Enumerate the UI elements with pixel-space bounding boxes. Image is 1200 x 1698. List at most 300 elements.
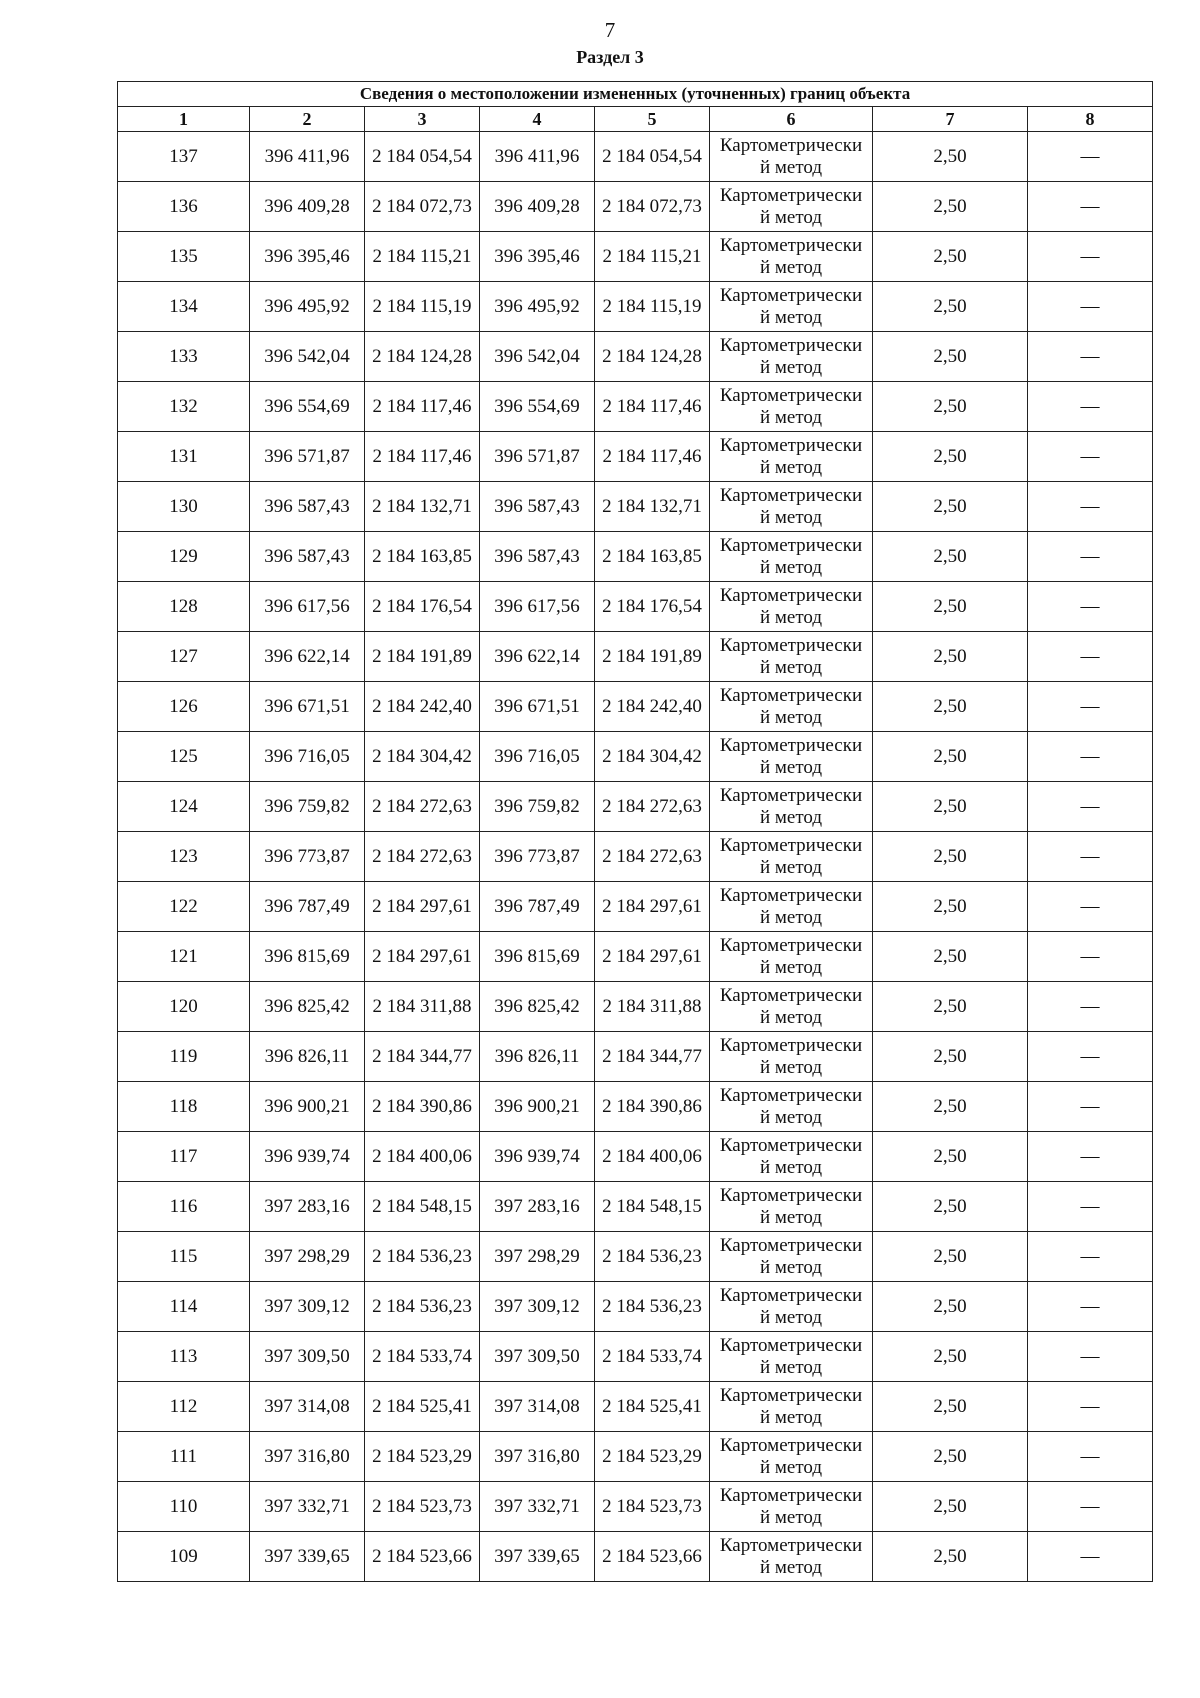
accuracy-cell: 2,50 xyxy=(873,532,1028,582)
existing-x-cell: 397 332,71 xyxy=(250,1482,365,1532)
existing-y-cell: 2 184 191,89 xyxy=(365,632,480,682)
refined-y-cell: 2 184 525,41 xyxy=(595,1382,710,1432)
accuracy-cell: 2,50 xyxy=(873,832,1028,882)
existing-y-cell: 2 184 297,61 xyxy=(365,932,480,982)
method-text-line: Картометрически xyxy=(719,934,863,956)
table-row xyxy=(118,1132,1153,1182)
point-number-cell: 125 xyxy=(118,732,250,782)
existing-y-cell: 2 184 536,23 xyxy=(365,1232,480,1282)
accuracy-cell: 2,50 xyxy=(873,382,1028,432)
existing-x-cell: 396 787,49 xyxy=(250,882,365,932)
refined-y-cell: 2 184 297,61 xyxy=(595,882,710,932)
note-cell: — xyxy=(1028,932,1153,982)
method-text-line: Картометрически xyxy=(719,384,863,406)
point-number-cell: 131 xyxy=(118,432,250,482)
boundary-coordinates-table xyxy=(117,81,1153,1582)
refined-y-cell: 2 184 533,74 xyxy=(595,1332,710,1382)
table-row xyxy=(118,1282,1153,1332)
method-cell xyxy=(710,732,873,782)
note-cell: — xyxy=(1028,632,1153,682)
table-row xyxy=(118,832,1153,882)
point-number-cell: 115 xyxy=(118,1232,250,1282)
existing-x-cell: 397 283,16 xyxy=(250,1182,365,1232)
method-text-line: Картометрически xyxy=(719,1484,863,1506)
accuracy-cell: 2,50 xyxy=(873,782,1028,832)
note-cell: — xyxy=(1028,882,1153,932)
page-number: 7 xyxy=(604,18,616,42)
refined-x-cell: 396 411,96 xyxy=(480,132,595,182)
method-text-line: Картометрически xyxy=(719,1534,863,1556)
method-text-line: й метод xyxy=(759,206,823,228)
existing-y-cell: 2 184 523,73 xyxy=(365,1482,480,1532)
refined-y-cell: 2 184 191,89 xyxy=(595,632,710,682)
refined-x-cell: 397 316,80 xyxy=(480,1432,595,1482)
refined-y-cell: 2 184 536,23 xyxy=(595,1232,710,1282)
existing-x-cell: 396 542,04 xyxy=(250,332,365,382)
table-row xyxy=(118,582,1153,632)
existing-x-cell: 396 587,43 xyxy=(250,482,365,532)
table-row xyxy=(118,1082,1153,1132)
column-number: 4 xyxy=(480,107,595,132)
table-row xyxy=(118,382,1153,432)
method-text-line: й метод xyxy=(759,556,823,578)
method-text-line: й метод xyxy=(759,1056,823,1078)
accuracy-cell: 2,50 xyxy=(873,1032,1028,1082)
method-text-line: й метод xyxy=(759,406,823,428)
point-number-cell: 135 xyxy=(118,232,250,282)
refined-x-cell: 396 395,46 xyxy=(480,232,595,282)
column-number: 7 xyxy=(873,107,1028,132)
existing-y-cell: 2 184 117,46 xyxy=(365,432,480,482)
refined-x-cell: 396 759,82 xyxy=(480,782,595,832)
method-cell xyxy=(710,432,873,482)
accuracy-cell: 2,50 xyxy=(873,732,1028,782)
table-row xyxy=(118,1232,1153,1282)
accuracy-cell: 2,50 xyxy=(873,1482,1028,1532)
accuracy-cell: 2,50 xyxy=(873,282,1028,332)
accuracy-cell: 2,50 xyxy=(873,232,1028,282)
refined-y-cell: 2 184 523,66 xyxy=(595,1532,710,1582)
column-number: 8 xyxy=(1028,107,1153,132)
table-row xyxy=(118,882,1153,932)
point-number-cell: 122 xyxy=(118,882,250,932)
refined-x-cell: 397 309,50 xyxy=(480,1332,595,1382)
accuracy-cell: 2,50 xyxy=(873,332,1028,382)
refined-y-cell: 2 184 115,21 xyxy=(595,232,710,282)
table-row xyxy=(118,232,1153,282)
method-text-line: Картометрически xyxy=(719,434,863,456)
method-text-line: Картометрически xyxy=(719,134,863,156)
table-row xyxy=(118,1382,1153,1432)
method-cell xyxy=(710,832,873,882)
method-text-line: Картометрически xyxy=(719,1234,863,1256)
existing-y-cell: 2 184 400,06 xyxy=(365,1132,480,1182)
note-cell: — xyxy=(1028,282,1153,332)
method-text-line: й метод xyxy=(759,1156,823,1178)
method-text-line: й метод xyxy=(759,1556,823,1578)
method-text-line: й метод xyxy=(759,906,823,928)
existing-x-cell: 397 316,80 xyxy=(250,1432,365,1482)
point-number-cell: 121 xyxy=(118,932,250,982)
table-row xyxy=(118,432,1153,482)
existing-x-cell: 396 900,21 xyxy=(250,1082,365,1132)
method-cell xyxy=(710,282,873,332)
table-row xyxy=(118,632,1153,682)
method-text-line: Картометрически xyxy=(719,584,863,606)
method-text-line: й метод xyxy=(759,306,823,328)
refined-y-cell: 2 184 163,85 xyxy=(595,532,710,582)
refined-y-cell: 2 184 297,61 xyxy=(595,932,710,982)
existing-x-cell: 397 309,12 xyxy=(250,1282,365,1332)
method-text-line: Картометрически xyxy=(719,284,863,306)
refined-x-cell: 396 787,49 xyxy=(480,882,595,932)
method-cell xyxy=(710,232,873,282)
method-text-line: Картометрически xyxy=(719,1384,863,1406)
method-text-line: й метод xyxy=(759,506,823,528)
note-cell: — xyxy=(1028,1332,1153,1382)
refined-x-cell: 396 815,69 xyxy=(480,932,595,982)
table-row xyxy=(118,482,1153,532)
method-cell xyxy=(710,182,873,232)
existing-y-cell: 2 184 054,54 xyxy=(365,132,480,182)
refined-y-cell: 2 184 124,28 xyxy=(595,332,710,382)
method-text-line: й метод xyxy=(759,956,823,978)
accuracy-cell: 2,50 xyxy=(873,182,1028,232)
existing-y-cell: 2 184 523,29 xyxy=(365,1432,480,1482)
point-number-cell: 114 xyxy=(118,1282,250,1332)
method-cell xyxy=(710,1282,873,1332)
refined-x-cell: 396 587,43 xyxy=(480,532,595,582)
method-text-line: й метод xyxy=(759,256,823,278)
accuracy-cell: 2,50 xyxy=(873,132,1028,182)
refined-x-cell: 397 332,71 xyxy=(480,1482,595,1532)
note-cell: — xyxy=(1028,1482,1153,1532)
method-cell xyxy=(710,382,873,432)
method-cell xyxy=(710,1082,873,1132)
refined-x-cell: 397 283,16 xyxy=(480,1182,595,1232)
method-text-line: й метод xyxy=(759,1356,823,1378)
method-text-line: Картометрически xyxy=(719,1084,863,1106)
existing-y-cell: 2 184 176,54 xyxy=(365,582,480,632)
point-number-cell: 116 xyxy=(118,1182,250,1232)
accuracy-cell: 2,50 xyxy=(873,1132,1028,1182)
method-text-line: Картометрически xyxy=(719,1034,863,1056)
existing-x-cell: 396 554,69 xyxy=(250,382,365,432)
refined-y-cell: 2 184 304,42 xyxy=(595,732,710,782)
table-caption: Сведения о местоположении измененных (уточненных) границ объекта xyxy=(118,82,1153,107)
refined-x-cell: 396 617,56 xyxy=(480,582,595,632)
refined-y-cell: 2 184 523,29 xyxy=(595,1432,710,1482)
refined-x-cell: 396 409,28 xyxy=(480,182,595,232)
accuracy-cell: 2,50 xyxy=(873,482,1028,532)
method-text-line: й метод xyxy=(759,1406,823,1428)
method-text-line: Картометрически xyxy=(719,1284,863,1306)
method-text-line: й метод xyxy=(759,1256,823,1278)
method-text-line: й метод xyxy=(759,1006,823,1028)
refined-y-cell: 2 184 536,23 xyxy=(595,1282,710,1332)
existing-x-cell: 396 939,74 xyxy=(250,1132,365,1182)
refined-y-cell: 2 184 523,73 xyxy=(595,1482,710,1532)
accuracy-cell: 2,50 xyxy=(873,1182,1028,1232)
method-text-line: й метод xyxy=(759,156,823,178)
table-caption-row xyxy=(118,82,1153,107)
accuracy-cell: 2,50 xyxy=(873,1332,1028,1382)
method-cell xyxy=(710,1132,873,1182)
existing-y-cell: 2 184 533,74 xyxy=(365,1332,480,1382)
point-number-cell: 137 xyxy=(118,132,250,182)
method-cell xyxy=(710,582,873,632)
method-cell xyxy=(710,882,873,932)
existing-y-cell: 2 184 297,61 xyxy=(365,882,480,932)
column-number: 5 xyxy=(595,107,710,132)
refined-x-cell: 396 939,74 xyxy=(480,1132,595,1182)
refined-x-cell: 397 309,12 xyxy=(480,1282,595,1332)
refined-y-cell: 2 184 115,19 xyxy=(595,282,710,332)
note-cell: — xyxy=(1028,482,1153,532)
refined-y-cell: 2 184 548,15 xyxy=(595,1182,710,1232)
note-cell: — xyxy=(1028,332,1153,382)
note-cell: — xyxy=(1028,1182,1153,1232)
point-number-cell: 117 xyxy=(118,1132,250,1182)
method-text-line: Картометрически xyxy=(719,334,863,356)
method-cell xyxy=(710,1382,873,1432)
point-number-cell: 133 xyxy=(118,332,250,382)
note-cell: — xyxy=(1028,182,1153,232)
method-cell xyxy=(710,132,873,182)
method-cell xyxy=(710,682,873,732)
accuracy-cell: 2,50 xyxy=(873,582,1028,632)
method-cell xyxy=(710,1232,873,1282)
note-cell: — xyxy=(1028,682,1153,732)
note-cell: — xyxy=(1028,982,1153,1032)
existing-y-cell: 2 184 525,41 xyxy=(365,1382,480,1432)
method-cell xyxy=(710,1482,873,1532)
table-row xyxy=(118,1432,1153,1482)
method-text-line: Картометрически xyxy=(719,634,863,656)
refined-y-cell: 2 184 072,73 xyxy=(595,182,710,232)
existing-y-cell: 2 184 124,28 xyxy=(365,332,480,382)
refined-y-cell: 2 184 344,77 xyxy=(595,1032,710,1082)
existing-y-cell: 2 184 304,42 xyxy=(365,732,480,782)
existing-x-cell: 397 309,50 xyxy=(250,1332,365,1382)
point-number-cell: 120 xyxy=(118,982,250,1032)
note-cell: — xyxy=(1028,1082,1153,1132)
method-text-line: Картометрически xyxy=(719,734,863,756)
method-cell xyxy=(710,482,873,532)
point-number-cell: 119 xyxy=(118,1032,250,1082)
existing-x-cell: 396 773,87 xyxy=(250,832,365,882)
existing-x-cell: 396 571,87 xyxy=(250,432,365,482)
refined-y-cell: 2 184 272,63 xyxy=(595,832,710,882)
refined-x-cell: 396 900,21 xyxy=(480,1082,595,1132)
table-row xyxy=(118,332,1153,382)
existing-y-cell: 2 184 163,85 xyxy=(365,532,480,582)
method-text-line: й метод xyxy=(759,706,823,728)
table-row xyxy=(118,182,1153,232)
method-text-line: Картометрически xyxy=(719,834,863,856)
table-row xyxy=(118,532,1153,582)
table-row xyxy=(118,782,1153,832)
existing-x-cell: 396 622,14 xyxy=(250,632,365,682)
table-row xyxy=(118,282,1153,332)
point-number-cell: 118 xyxy=(118,1082,250,1132)
method-text-line: Картометрически xyxy=(719,684,863,706)
existing-y-cell: 2 184 536,23 xyxy=(365,1282,480,1332)
refined-x-cell: 396 671,51 xyxy=(480,682,595,732)
accuracy-cell: 2,50 xyxy=(873,1382,1028,1432)
refined-y-cell: 2 184 390,86 xyxy=(595,1082,710,1132)
existing-y-cell: 2 184 242,40 xyxy=(365,682,480,732)
method-cell xyxy=(710,1332,873,1382)
method-text-line: Картометрически xyxy=(719,534,863,556)
refined-x-cell: 397 314,08 xyxy=(480,1382,595,1432)
method-text-line: Картометрически xyxy=(719,1134,863,1156)
method-text-line: Картометрически xyxy=(719,1434,863,1456)
existing-y-cell: 2 184 548,15 xyxy=(365,1182,480,1232)
refined-y-cell: 2 184 054,54 xyxy=(595,132,710,182)
refined-y-cell: 2 184 117,46 xyxy=(595,382,710,432)
accuracy-cell: 2,50 xyxy=(873,682,1028,732)
refined-y-cell: 2 184 132,71 xyxy=(595,482,710,532)
accuracy-cell: 2,50 xyxy=(873,1432,1028,1482)
table-row xyxy=(118,732,1153,782)
note-cell: — xyxy=(1028,1232,1153,1282)
note-cell: — xyxy=(1028,1132,1153,1182)
note-cell: — xyxy=(1028,732,1153,782)
column-number: 3 xyxy=(365,107,480,132)
point-number-cell: 112 xyxy=(118,1382,250,1432)
existing-x-cell: 396 716,05 xyxy=(250,732,365,782)
method-text-line: Картометрически xyxy=(719,184,863,206)
note-cell: — xyxy=(1028,1282,1153,1332)
method-text-line: Картометрически xyxy=(719,1184,863,1206)
point-number-cell: 132 xyxy=(118,382,250,432)
point-number-cell: 110 xyxy=(118,1482,250,1532)
existing-y-cell: 2 184 344,77 xyxy=(365,1032,480,1082)
existing-y-cell: 2 184 272,63 xyxy=(365,832,480,882)
existing-x-cell: 396 825,42 xyxy=(250,982,365,1032)
method-cell xyxy=(710,1432,873,1482)
point-number-cell: 111 xyxy=(118,1432,250,1482)
point-number-cell: 127 xyxy=(118,632,250,682)
refined-x-cell: 397 298,29 xyxy=(480,1232,595,1282)
note-cell: — xyxy=(1028,832,1153,882)
existing-y-cell: 2 184 132,71 xyxy=(365,482,480,532)
method-text-line: й метод xyxy=(759,606,823,628)
existing-x-cell: 397 314,08 xyxy=(250,1382,365,1432)
refined-y-cell: 2 184 311,88 xyxy=(595,982,710,1032)
accuracy-cell: 2,50 xyxy=(873,932,1028,982)
refined-y-cell: 2 184 117,46 xyxy=(595,432,710,482)
method-text-line: Картометрически xyxy=(719,484,863,506)
method-cell xyxy=(710,332,873,382)
accuracy-cell: 2,50 xyxy=(873,1082,1028,1132)
method-text-line: й метод xyxy=(759,656,823,678)
table-row xyxy=(118,132,1153,182)
method-text-line: Картометрически xyxy=(719,784,863,806)
table-row xyxy=(118,1482,1153,1532)
point-number-cell: 124 xyxy=(118,782,250,832)
note-cell: — xyxy=(1028,532,1153,582)
existing-y-cell: 2 184 390,86 xyxy=(365,1082,480,1132)
point-number-cell: 128 xyxy=(118,582,250,632)
note-cell: — xyxy=(1028,782,1153,832)
column-number-row xyxy=(118,107,1153,132)
note-cell: — xyxy=(1028,132,1153,182)
point-number-cell: 123 xyxy=(118,832,250,882)
refined-x-cell: 396 622,14 xyxy=(480,632,595,682)
note-cell: — xyxy=(1028,1532,1153,1582)
point-number-cell: 109 xyxy=(118,1532,250,1582)
accuracy-cell: 2,50 xyxy=(873,982,1028,1032)
existing-x-cell: 396 617,56 xyxy=(250,582,365,632)
note-cell: — xyxy=(1028,1432,1153,1482)
method-text-line: й метод xyxy=(759,1106,823,1128)
point-number-cell: 136 xyxy=(118,182,250,232)
point-number-cell: 130 xyxy=(118,482,250,532)
note-cell: — xyxy=(1028,382,1153,432)
method-cell xyxy=(710,932,873,982)
note-cell: — xyxy=(1028,1032,1153,1082)
accuracy-cell: 2,50 xyxy=(873,1232,1028,1282)
refined-x-cell: 396 571,87 xyxy=(480,432,595,482)
method-text-line: й метод xyxy=(759,1456,823,1478)
table-row xyxy=(118,1532,1153,1582)
refined-y-cell: 2 184 176,54 xyxy=(595,582,710,632)
accuracy-cell: 2,50 xyxy=(873,882,1028,932)
method-cell xyxy=(710,532,873,582)
note-cell: — xyxy=(1028,232,1153,282)
refined-y-cell: 2 184 272,63 xyxy=(595,782,710,832)
table-row xyxy=(118,1182,1153,1232)
existing-x-cell: 396 826,11 xyxy=(250,1032,365,1082)
accuracy-cell: 2,50 xyxy=(873,1532,1028,1582)
refined-y-cell: 2 184 242,40 xyxy=(595,682,710,732)
method-text-line: й метод xyxy=(759,1506,823,1528)
existing-y-cell: 2 184 523,66 xyxy=(365,1532,480,1582)
method-cell xyxy=(710,1182,873,1232)
method-cell xyxy=(710,782,873,832)
table-row xyxy=(118,982,1153,1032)
table-row xyxy=(118,682,1153,732)
table-row xyxy=(118,1032,1153,1082)
accuracy-cell: 2,50 xyxy=(873,1282,1028,1332)
existing-x-cell: 396 411,96 xyxy=(250,132,365,182)
refined-x-cell: 396 826,11 xyxy=(480,1032,595,1082)
refined-x-cell: 396 495,92 xyxy=(480,282,595,332)
method-text-line: й метод xyxy=(759,856,823,878)
existing-x-cell: 396 495,92 xyxy=(250,282,365,332)
method-text-line: Картометрически xyxy=(719,1334,863,1356)
refined-x-cell: 396 825,42 xyxy=(480,982,595,1032)
column-number: 6 xyxy=(710,107,873,132)
refined-x-cell: 396 587,43 xyxy=(480,482,595,532)
refined-x-cell: 396 542,04 xyxy=(480,332,595,382)
existing-y-cell: 2 184 311,88 xyxy=(365,982,480,1032)
existing-y-cell: 2 184 272,63 xyxy=(365,782,480,832)
method-text-line: Картометрически xyxy=(719,884,863,906)
method-text-line: Картометрически xyxy=(719,234,863,256)
refined-y-cell: 2 184 400,06 xyxy=(595,1132,710,1182)
method-text-line: й метод xyxy=(759,356,823,378)
table-row xyxy=(118,1332,1153,1382)
method-text-line: Картометрически xyxy=(719,984,863,1006)
refined-x-cell: 396 773,87 xyxy=(480,832,595,882)
method-cell xyxy=(710,1532,873,1582)
column-number: 2 xyxy=(250,107,365,132)
point-number-cell: 113 xyxy=(118,1332,250,1382)
section-title: Раздел 3 xyxy=(576,47,644,67)
